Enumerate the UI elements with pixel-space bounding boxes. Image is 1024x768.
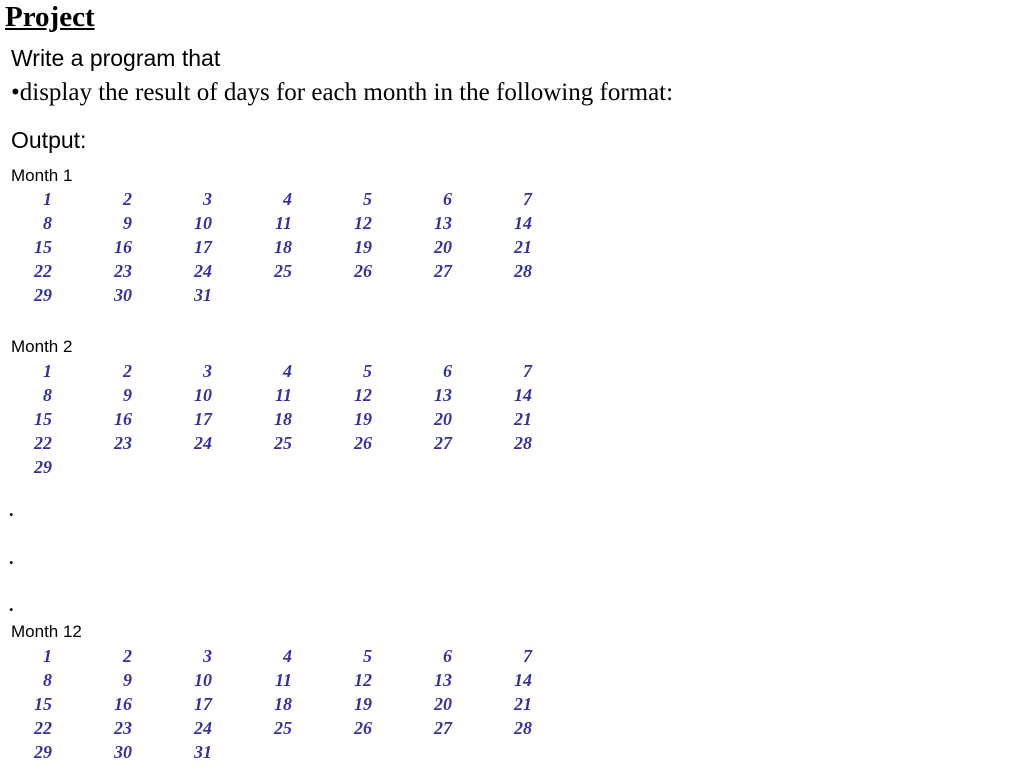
day-number: 29 <box>34 742 52 762</box>
day-number: 5 <box>363 189 372 209</box>
day-number: 3 <box>203 646 212 666</box>
day-number: 13 <box>434 385 452 405</box>
day-number: 13 <box>434 213 452 233</box>
day-number: 14 <box>514 670 532 690</box>
day-number: 21 <box>514 694 532 714</box>
day-number: 15 <box>34 694 52 714</box>
day-number: 7 <box>523 189 532 209</box>
month-12-title: Month 12 <box>11 622 82 641</box>
intro-text: Write a program that <box>11 45 221 71</box>
day-number: 21 <box>514 237 532 257</box>
day-number: 3 <box>203 189 212 209</box>
day-number: 28 <box>514 261 532 281</box>
day-number: 20 <box>434 237 452 257</box>
day-number: 11 <box>274 670 292 690</box>
month-2-title: Month 2 <box>11 337 73 356</box>
day-number: 18 <box>274 694 292 714</box>
day-number: 28 <box>514 718 532 738</box>
day-number: 18 <box>274 237 292 257</box>
day-number: 19 <box>354 237 372 257</box>
day-number: 26 <box>354 433 372 453</box>
day-number: 5 <box>363 646 372 666</box>
day-number: 8 <box>43 385 52 405</box>
day-number: 1 <box>43 189 52 209</box>
day-number: 27 <box>434 261 452 281</box>
day-number: 24 <box>194 261 212 281</box>
day-number: 31 <box>194 285 212 305</box>
day-number: 24 <box>194 718 212 738</box>
day-number: 29 <box>34 457 52 477</box>
ellipsis-dot: . <box>9 500 14 520</box>
day-number: 29 <box>34 285 52 305</box>
day-number: 20 <box>434 409 452 429</box>
day-number: 9 <box>123 670 132 690</box>
day-number: 9 <box>123 213 132 233</box>
day-number: 31 <box>194 742 212 762</box>
day-number: 25 <box>274 261 292 281</box>
day-number: 14 <box>514 385 532 405</box>
day-number: 2 <box>123 646 132 666</box>
day-number: 7 <box>523 646 532 666</box>
day-number: 28 <box>514 433 532 453</box>
day-number: 4 <box>283 361 292 381</box>
day-number: 25 <box>274 433 292 453</box>
day-number: 8 <box>43 213 52 233</box>
day-number: 1 <box>43 646 52 666</box>
day-number: 17 <box>194 409 212 429</box>
day-number: 10 <box>194 385 212 405</box>
page-title: Project <box>5 1 95 33</box>
day-number: 6 <box>443 646 452 666</box>
day-number: 25 <box>274 718 292 738</box>
day-number: 9 <box>123 385 132 405</box>
day-number: 24 <box>194 433 212 453</box>
day-number: 8 <box>43 670 52 690</box>
day-number: 3 <box>203 361 212 381</box>
day-number: 12 <box>354 213 372 233</box>
day-number: 19 <box>354 694 372 714</box>
day-number: 5 <box>363 361 372 381</box>
day-number: 22 <box>34 718 52 738</box>
day-number: 27 <box>434 433 452 453</box>
day-number: 12 <box>354 670 372 690</box>
day-number: 2 <box>123 361 132 381</box>
day-number: 23 <box>114 718 132 738</box>
day-number: 15 <box>34 237 52 257</box>
day-number: 30 <box>114 742 132 762</box>
bullet-instruction: •display the result of days for each month in the following format: <box>11 79 674 106</box>
month-1-title: Month 1 <box>11 166 73 185</box>
day-number: 15 <box>34 409 52 429</box>
ellipsis-dot: . <box>9 548 14 568</box>
day-number: 17 <box>194 237 212 257</box>
day-number: 10 <box>194 213 212 233</box>
day-number: 17 <box>194 694 212 714</box>
day-number: 10 <box>194 670 212 690</box>
day-number: 14 <box>514 213 532 233</box>
day-number: 12 <box>354 385 372 405</box>
day-number: 26 <box>354 718 372 738</box>
day-number: 20 <box>434 694 452 714</box>
day-number: 27 <box>434 718 452 738</box>
day-number: 23 <box>114 433 132 453</box>
day-number: 16 <box>114 409 132 429</box>
day-number: 4 <box>283 646 292 666</box>
day-number: 13 <box>434 670 452 690</box>
day-number: 16 <box>114 237 132 257</box>
day-number: 19 <box>354 409 372 429</box>
day-number: 6 <box>443 361 452 381</box>
day-number: 1 <box>43 361 52 381</box>
output-label: Output: <box>11 127 87 153</box>
day-number: 11 <box>274 385 292 405</box>
day-number: 23 <box>114 261 132 281</box>
day-number: 16 <box>114 694 132 714</box>
day-number: 11 <box>274 213 292 233</box>
day-number: 21 <box>514 409 532 429</box>
day-number: 18 <box>274 409 292 429</box>
day-number: 4 <box>283 189 292 209</box>
day-number: 22 <box>34 261 52 281</box>
day-number: 30 <box>114 285 132 305</box>
day-number: 22 <box>34 433 52 453</box>
ellipsis-dot: . <box>9 595 14 615</box>
day-number: 6 <box>443 189 452 209</box>
day-number: 7 <box>523 361 532 381</box>
day-number: 26 <box>354 261 372 281</box>
day-number: 2 <box>123 189 132 209</box>
